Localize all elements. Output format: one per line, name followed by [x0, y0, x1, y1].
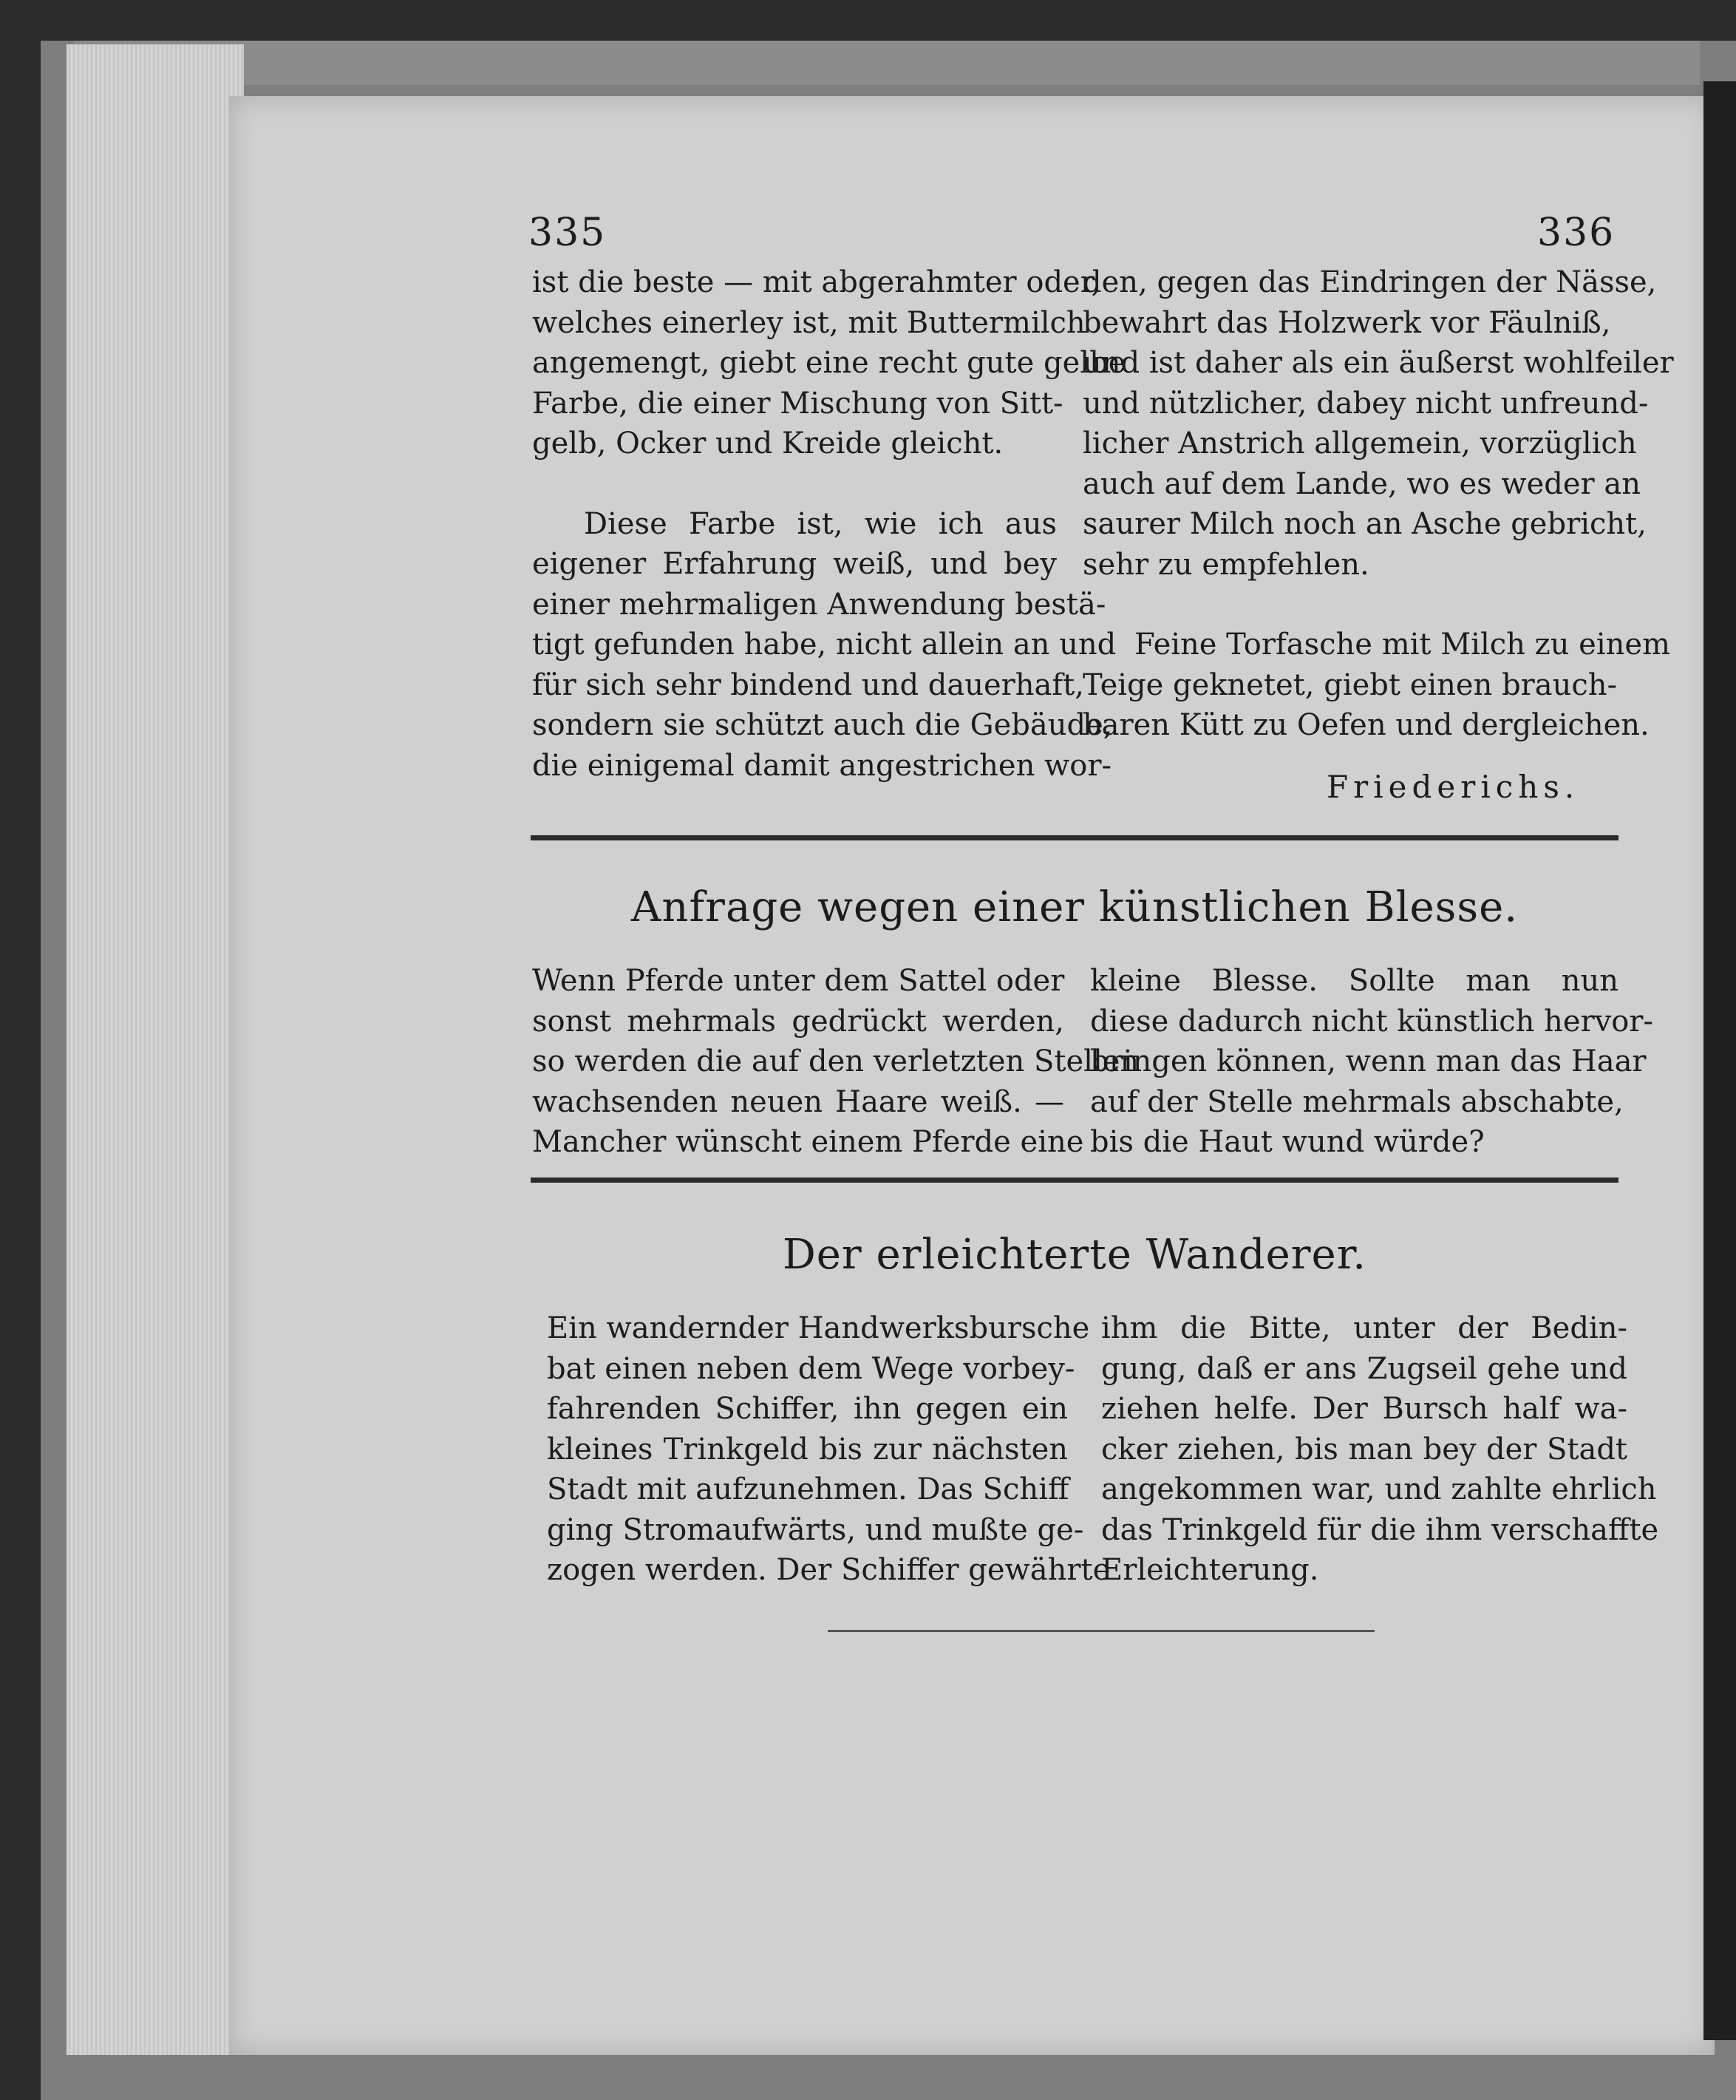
text-line: tigt gefunden habe, nicht allein an und — [532, 628, 1117, 662]
paragraph — [532, 961, 1140, 1163]
facing-page-edge — [1703, 81, 1736, 2040]
section1-right-column — [1083, 262, 1674, 746]
text-line: zogen werden. Der Schiffer gewährte — [547, 1553, 1111, 1587]
paragraph — [1083, 262, 1674, 585]
paragraph — [1101, 1308, 1659, 1591]
text-line: Wenn Pferde unter dem Sattel oder — [532, 964, 1065, 998]
page-number-right: 336 — [1537, 211, 1616, 255]
text-line: so werden die auf den verletzten Stellen — [532, 1044, 1140, 1078]
paragraph — [532, 504, 1117, 786]
text-line: Stadt mit aufzunehmen. Das Schiff — [547, 1472, 1069, 1506]
text-line: Ein wandernder Handwerksbursche — [547, 1311, 1090, 1345]
page-edges-stack — [67, 44, 244, 2055]
book-cover-edge — [74, 41, 1700, 85]
text-line: ging Stromaufwärts, und mußte ge- — [547, 1512, 1084, 1547]
text-line: licher Anstrich allgemein, vorzüglich — [1083, 427, 1637, 461]
paragraph — [547, 1308, 1111, 1591]
text-line: ist die beste — mit abgerahmter oder, — [532, 265, 1101, 299]
text-line: die einigemal damit angestrichen wor- — [532, 748, 1112, 783]
end-rule — [828, 1630, 1375, 1632]
text-line: Erleichterung. — [1101, 1553, 1319, 1587]
text-line: kleines Trinkgeld bis zur nächsten — [547, 1432, 1068, 1467]
text-line: und nützlicher, dabey nicht unfreund- — [1083, 386, 1649, 421]
text-line: für sich sehr bindend und dauerhaft, — [532, 667, 1084, 702]
text-line: cker ziehen, bis man bey der Stadt — [1101, 1432, 1627, 1467]
text-line: sondern sie schützt auch die Gebäude, — [532, 708, 1113, 742]
section1-left-column — [532, 262, 1126, 786]
text-line: kleine Blesse. Sollte man nun — [1090, 964, 1618, 998]
text-line: auf der Stelle mehrmals abschabte, — [1090, 1084, 1624, 1119]
text-line: bat einen neben dem Wege vorbey- — [547, 1351, 1075, 1386]
text-line: und ist daher als ein äußerst wohlfeiler — [1083, 346, 1674, 380]
text-line: Mancher wünscht einem Pferde eine — [532, 1125, 1084, 1159]
text-line: sehr zu empfehlen. — [1083, 547, 1369, 582]
text-line: sonst mehrmals gedrückt werden, — [532, 1004, 1064, 1039]
page-number-left: 335 — [528, 211, 607, 255]
section-heading: Der erleichterte Wanderer. — [782, 1231, 1367, 1279]
text-line: fahrenden Schiffer, ihn gegen ein — [547, 1392, 1068, 1426]
section3-left-column — [547, 1308, 1111, 1591]
text-line: bewahrt das Holzwerk vor Fäulniß, — [1083, 305, 1611, 340]
text-line: bis die Haut wund würde? — [1090, 1125, 1485, 1159]
text-line: diese dadurch nicht künstlich hervor- — [1090, 1004, 1654, 1039]
author-signature: Friederichs. — [1327, 769, 1580, 805]
text-line: wachsenden neuen Haare weiß. — — [532, 1084, 1064, 1119]
section-divider — [531, 835, 1618, 840]
section3-right-column — [1101, 1308, 1659, 1591]
paragraph — [532, 262, 1126, 464]
section-heading: Anfrage wegen einer künstlichen Blesse. — [630, 883, 1519, 931]
text-line: baren Kütt zu Oefen und dergleichen. — [1083, 708, 1650, 742]
text-line: gung, daß er ans Zugseil gehe und — [1101, 1351, 1627, 1386]
paragraph — [1083, 625, 1670, 746]
text-line: Teige geknetet, giebt einen brauch- — [1083, 667, 1618, 702]
text-line: gelb, Ocker und Kreide gleicht. — [532, 427, 1004, 461]
text-line: Diese Farbe ist, wie ich aus — [584, 506, 1057, 541]
text-line: eigener Erfahrung weiß, und bey — [532, 547, 1057, 581]
section2-right-column — [1090, 961, 1654, 1163]
text-line: ihm die Bitte, unter der Bedin- — [1101, 1311, 1627, 1345]
section2-left-column — [532, 961, 1140, 1163]
text-line: Farbe, die einer Mischung von Sitt- — [532, 386, 1063, 421]
text-line: den, gegen das Eindringen der Nässe, — [1083, 265, 1657, 299]
section-divider — [531, 1178, 1618, 1183]
text-line: welches einerley ist, mit Buttermilch — [532, 305, 1086, 340]
text-line: einer mehrmaligen Anwendung bestä- — [532, 587, 1106, 622]
text-line: auch auf dem Lande, wo es weder an — [1083, 466, 1641, 501]
text-line: ziehen helfe. Der Bursch half wa- — [1101, 1392, 1627, 1426]
text-line: Feine Torfasche mit Milch zu einem — [1134, 628, 1670, 662]
text-line: angekommen war, und zahlte ehrlich — [1101, 1472, 1657, 1506]
text-line: angemengt, giebt eine recht gute gelbe — [532, 346, 1126, 380]
text-line: das Trinkgeld für die ihm verschaffte — [1101, 1512, 1659, 1547]
text-line: bringen können, wenn man das Haar — [1090, 1044, 1647, 1078]
paragraph — [1090, 961, 1654, 1163]
text-line: saurer Milch noch an Asche gebricht, — [1083, 507, 1647, 541]
